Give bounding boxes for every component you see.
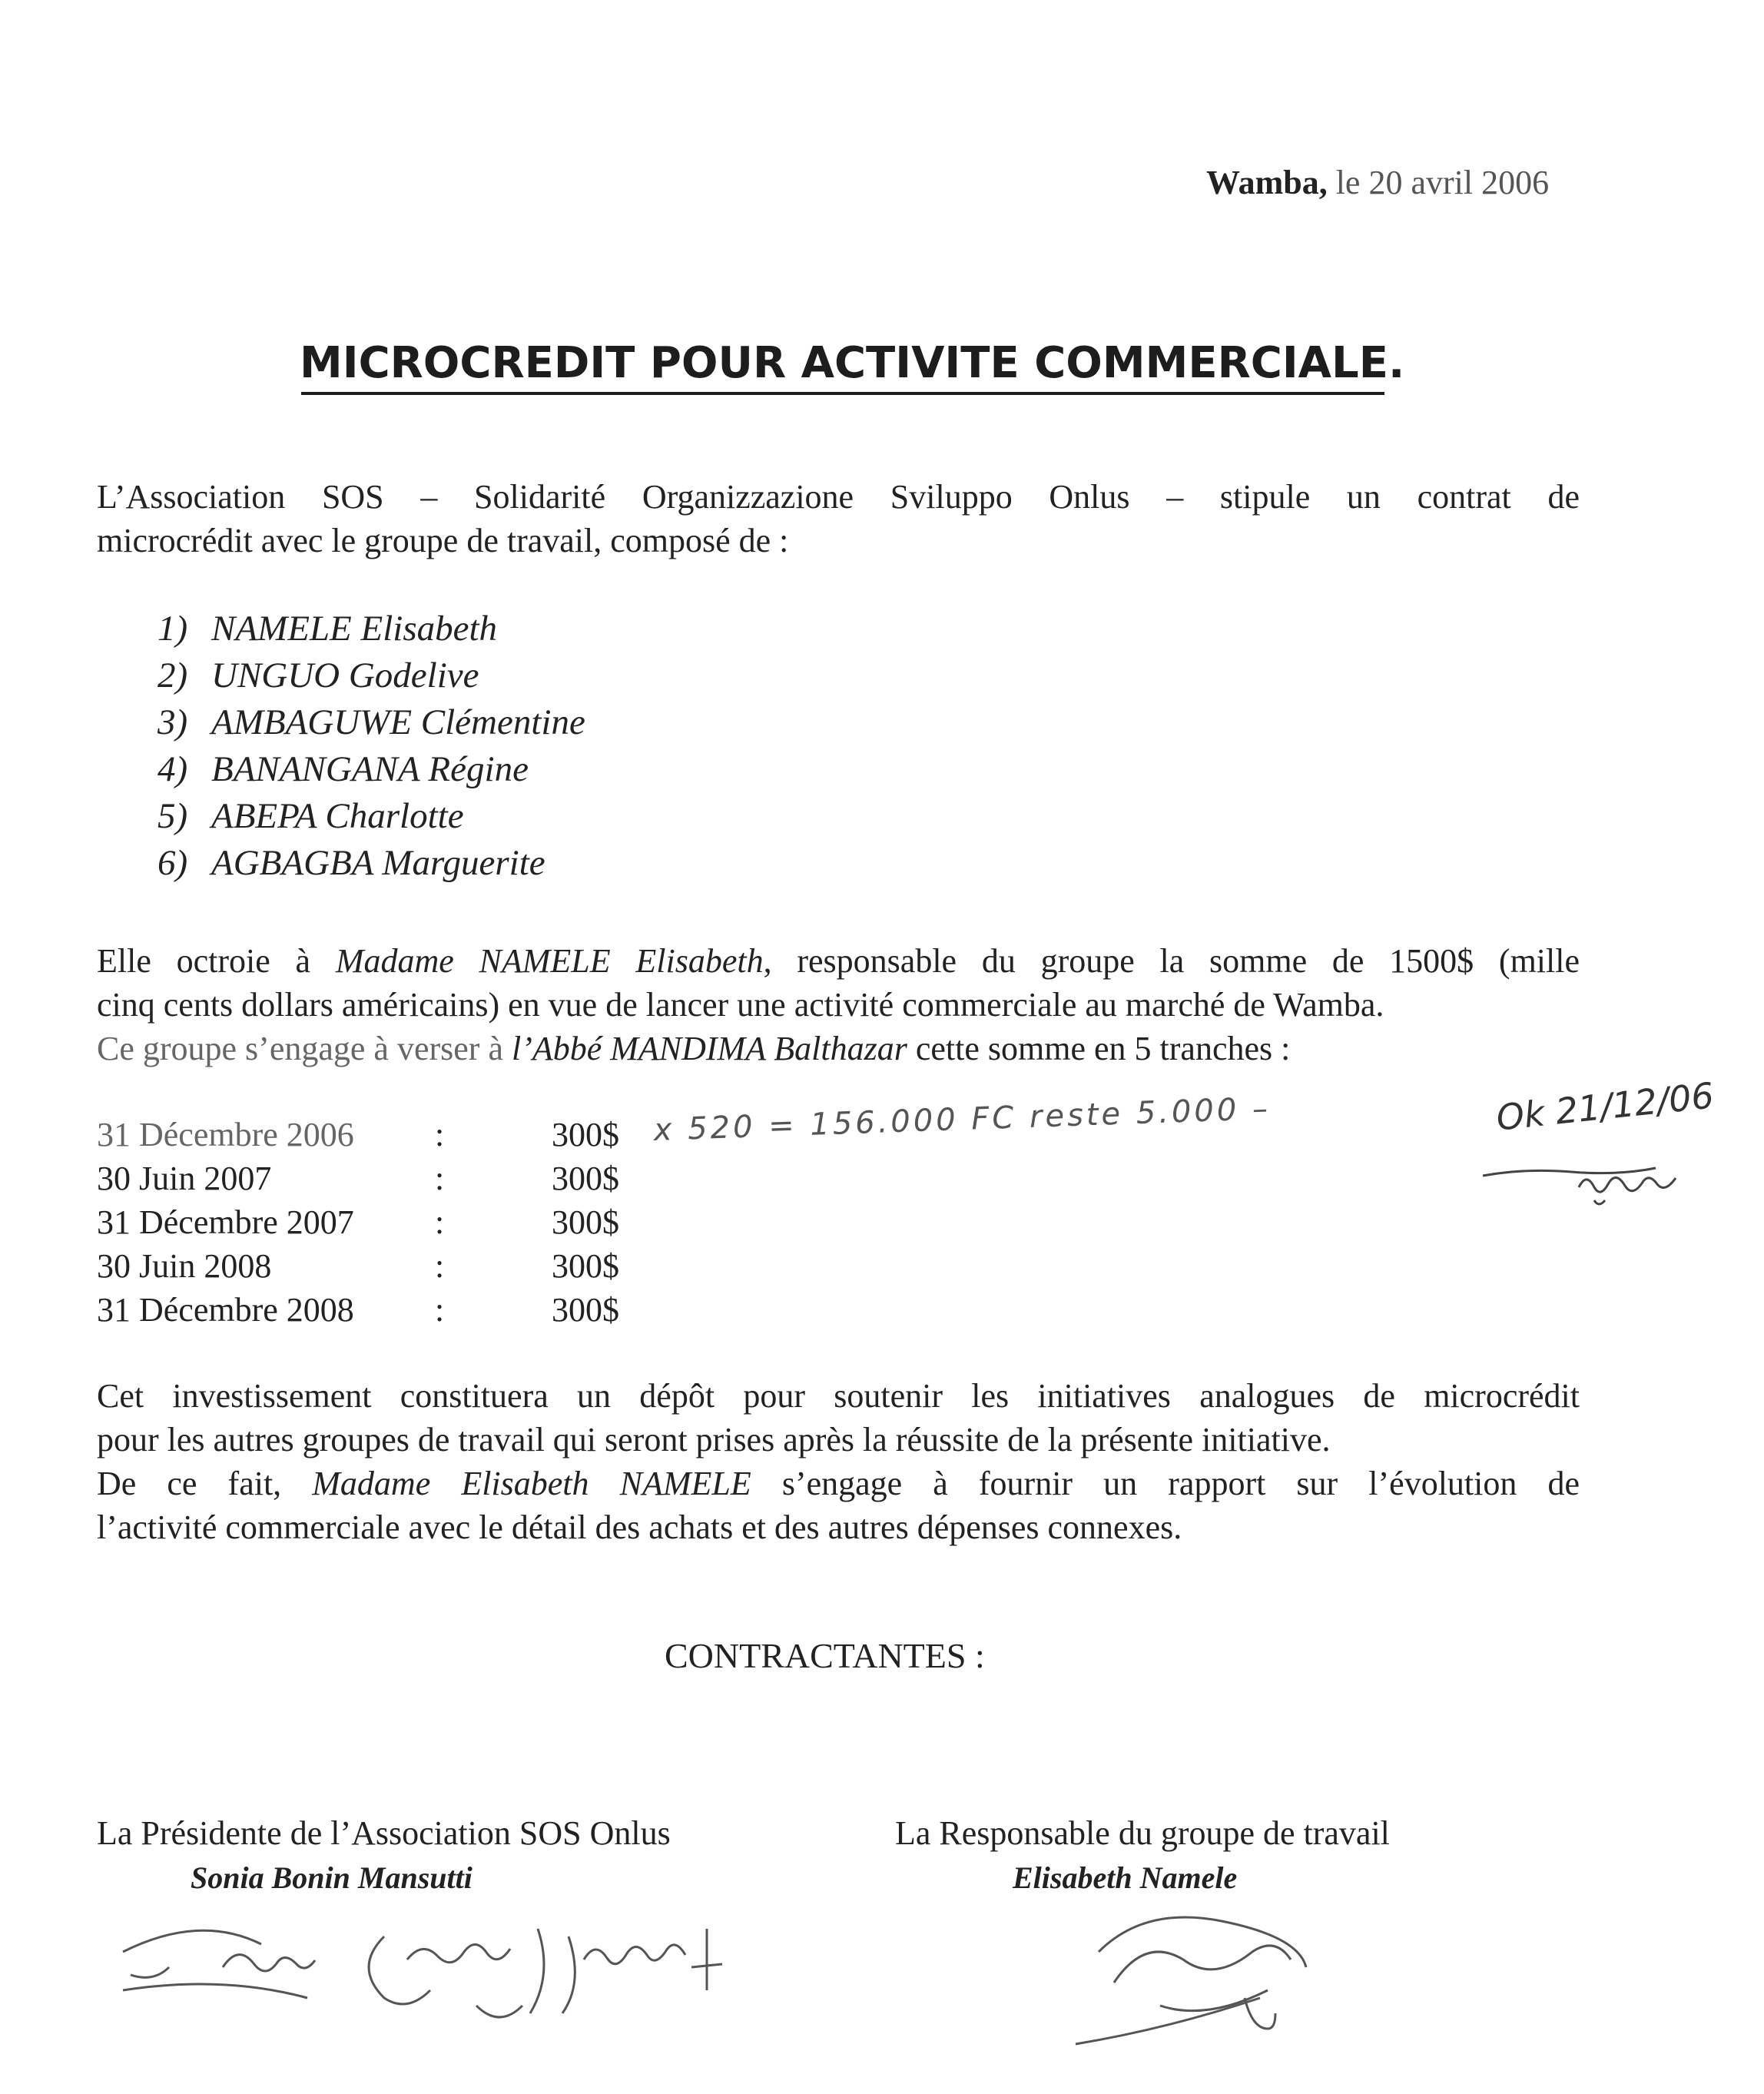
contractantes-heading: CONTRACTANTES : — [665, 1636, 985, 1675]
list-item: 3) AMBAGUWE Clémentine — [158, 702, 585, 742]
signature-left — [108, 1883, 768, 2036]
place: Wamba, — [1206, 164, 1328, 201]
date: le 20 avril 2006 — [1335, 164, 1550, 201]
document-page: Wamba, le 20 avril 2006 MICROCREDIT POUR ACTIVITE COMMERCIALE. L’Association SOS – Solidarité Organizzazione Sviluppo Onlus – stipule un contrat de microcrédit avec le groupe de travail, composé de : 1) NAMELE Elisabeth 2) UNGUO Godelive 3) AMBAGUWE Clémentine 4) BANANGANA Régine 5) ABEPA Charlotte 6) AGBAGBA Marguerite Elle octroie à Madame NAMELE Elisabeth, responsable du groupe la somme de 1500$ (mille cinq cents dollars américains) en vue de lancer une activité commerciale au marché de Wamba. Ce groupe s’engage à verser à l’Abbé MANDIMA Balthazar cette somme en 5 tranches : 31 Décembre 2006 : 300$ 30 Juin 2007 : 300$ 31 Décembre 2007 : 300$ 30 Juin 2008 : 300$ 31 Décembre 2008 : 300$ x 520 = 156.000 FC reste 5.000 – Ok 21/12/06 Cet investissement constituera un dépôt pour soutenir les initiatives analogues de microcrédit pour les autres groupes de travail qui seront prises après la réussite de la présente initiative. De ce fait, Madame Elisabeth NAMELE s’engage à fournir un rapport sur l’évolution de l’activité commerciale avec le détail des achats et des autres dépenses connexes. CONTRACTANTES : La Présidente de l’Association SOS Onlus Sonia Bonin Mansutti La Responsable du groupe de travail Elisabeth Namele — [0, 0, 1764, 2094]
list-item: 4) BANANGANA Régine — [158, 749, 529, 789]
title-underline — [301, 392, 1384, 395]
intro-paragraph — [97, 475, 1580, 562]
signatory-left-name: Sonia Bonin Mansutti — [191, 1860, 472, 1895]
date-line — [1206, 163, 1590, 202]
handwritten-note: x 520 = 156.000 FC reste 5.000 – — [653, 1090, 1272, 1148]
investment-line-1: Cet investissement constituera un dépôt pour soutenir les initiatives analogues de microcrédit — [97, 1377, 1580, 1415]
list-item: 1) NAMELE Elisabeth — [158, 609, 498, 649]
signatory-left-role: La Présidente de l’Association SOS Onlus — [97, 1814, 671, 1852]
investment-line-4: l’activité commerciale avec le détail des achats et des autres dépenses connexes. — [97, 1508, 1182, 1546]
grant-line-2: cinq cents dollars américains) en vue de lancer une activité commerciale au marché de Wamba. — [97, 986, 1384, 1024]
document-title: MICROCREDIT POUR ACTIVITE COMMERCIALE. — [300, 338, 1405, 388]
members-list — [158, 606, 585, 887]
investment-paragraph — [97, 1374, 1580, 1549]
list-item: 2) UNGUO Godelive — [158, 655, 479, 695]
signature-right — [1068, 1875, 1345, 2059]
investment-line-2: pour les autres groupes de travail qui seront prises après la réussite de la présente initiative. — [97, 1421, 1331, 1458]
list-item: 6) AGBAGBA Marguerite — [158, 843, 545, 883]
intro-line-1: L’Association SOS – Solidarité Organizzazione Sviluppo Onlus – stipule un contrat de — [97, 478, 1580, 516]
grant-paragraph — [97, 939, 1580, 1070]
handwritten-initials — [1479, 1145, 1709, 1214]
grant-line-1: Elle octroie à Madame NAMELE Elisabeth, responsable du groupe la somme de 1500$ (mille — [97, 942, 1580, 980]
handwritten-approval-date: Ok 21/12/06 — [1494, 1074, 1716, 1139]
signatory-right-role: La Responsable du groupe de travail — [895, 1814, 1390, 1852]
signatory-right-name: Elisabeth Namele — [1013, 1860, 1238, 1895]
list-item: 5) ABEPA Charlotte — [158, 796, 464, 836]
grant-line-3: Ce groupe s’engage à verser à l’Abbé MANDIMA Balthazar cette somme en 5 tranches : — [97, 1030, 1291, 1067]
investment-line-3: De ce fait, Madame Elisabeth NAMELE s’engage à fournir un rapport sur l’évolution de — [97, 1465, 1580, 1502]
intro-line-2: microcrédit avec le groupe de travail, composé de : — [97, 522, 789, 559]
